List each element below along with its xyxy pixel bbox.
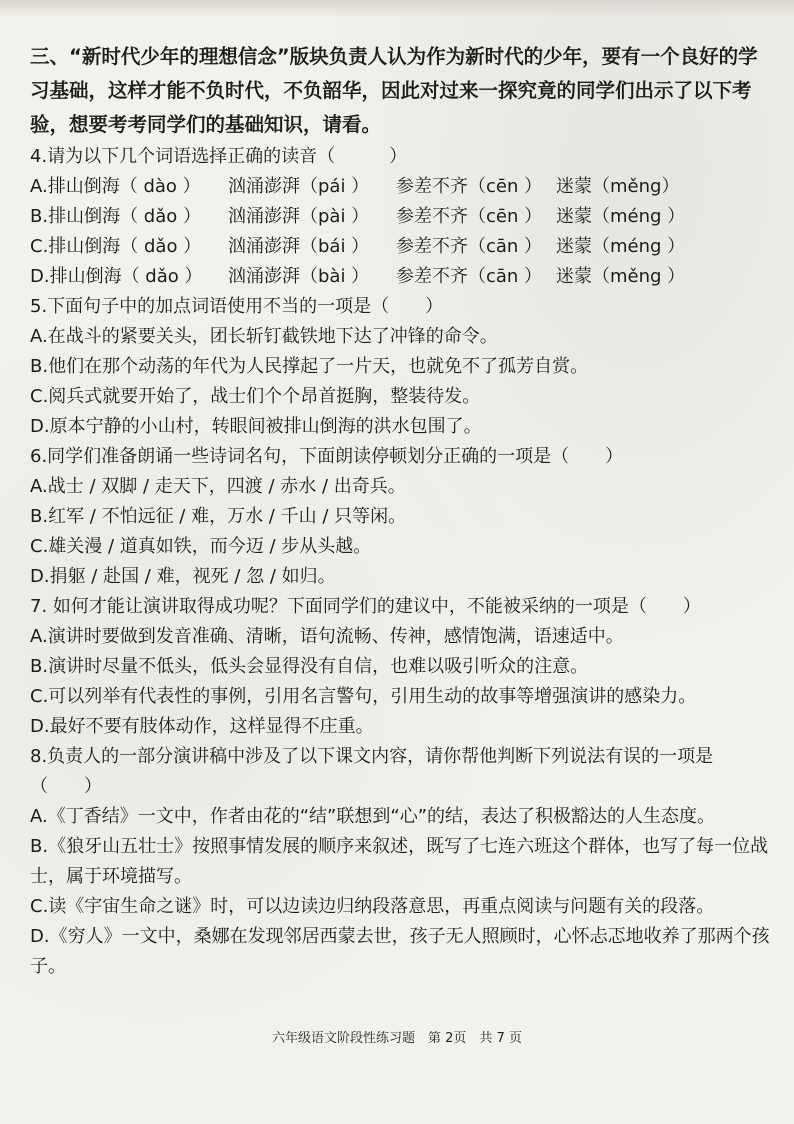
question-5-stem: 5.下面句子中的加点词语使用不当的一项是（ ） bbox=[30, 296, 444, 317]
question-5-option-c: C.阅兵式就要开始了，战士们个个昂首挺胸，整装待发。 bbox=[30, 386, 481, 407]
question-8-option-a: A.《丁香结》一文中，作者由花的“结”联想到“心”的结，表达了积极豁达的人生态度。 bbox=[30, 806, 716, 827]
option-d-part-1: D.排山倒海（ dǎo ） bbox=[30, 266, 203, 287]
option-a-part-2: 汹涌澎湃（pái ） bbox=[228, 176, 370, 197]
option-b-part-3: 参差不齐（cēn ） bbox=[396, 206, 543, 227]
question-6-option-d: D.捐躯 / 赴国 / 难，视死 / 忽 / 如归。 bbox=[30, 566, 336, 587]
option-c-part-3: 参差不齐（cān ） bbox=[396, 236, 543, 257]
question-4-stem: 4.请为以下几个词语选择正确的读音（ ） bbox=[30, 146, 408, 167]
option-b-part-4: 迷蒙（méng ） bbox=[556, 206, 686, 227]
question-4-option-b bbox=[30, 202, 770, 232]
question-6-option-b: B.红军 / 不怕远征 / 难，万水 / 千山 / 只等闲。 bbox=[30, 506, 407, 527]
question-8-stem: 8.负责人的一部分演讲稿中涉及了以下课文内容，请你帮他判断下列说法有误的一项是（ ） bbox=[30, 746, 714, 797]
question-7-option-c: C.可以列举有代表性的事例，引用名言警句，引用生动的故事等增强演讲的感染力。 bbox=[30, 686, 697, 707]
question-7-option-d: D.最好不要有肢体动作，这样显得不庄重。 bbox=[30, 716, 374, 737]
option-d-part-3: 参差不齐（cān ） bbox=[396, 266, 543, 287]
option-a-part-3: 参差不齐（cēn ） bbox=[396, 176, 543, 197]
option-a-part-4: 迷蒙（měng） bbox=[556, 176, 680, 197]
option-d-part-4: 迷蒙（měng ） bbox=[556, 266, 686, 287]
section-heading: 三、“新时代少年的理想信念”版块负责人认为作为新时代的少年，要有一个良好的学习基础，这样才能不负时代，不负韶华，因此对过来一探究竟的同学们出示了以下考验，想要考考同学们的基础知识，请看。 bbox=[30, 45, 758, 136]
page-footer: 六年级语文阶段性练习题 第 2页 共 7 页 bbox=[272, 1031, 522, 1046]
question-7-option-a: A.演讲时要做到发音准确、清晰，语句流畅、传神，感情饱满，语速适中。 bbox=[30, 626, 624, 647]
option-c-part-4: 迷蒙（méng ） bbox=[556, 236, 686, 257]
question-7-option-b: B.演讲时尽量不低头，低头会显得没有自信，也难以吸引听众的注意。 bbox=[30, 656, 589, 677]
option-c-part-2: 汹涌澎湃（bái ） bbox=[228, 236, 370, 257]
question-4-option-d bbox=[30, 262, 770, 292]
option-a-part-1: A.排山倒海（ dào ） bbox=[30, 176, 201, 197]
option-b-part-1: B.排山倒海（ dǎo ） bbox=[30, 206, 201, 227]
option-d-part-2: 汹涌澎湃（bài ） bbox=[228, 266, 370, 287]
option-b-part-2: 汹涌澎湃（pài ） bbox=[228, 206, 370, 227]
question-8-option-c: C.读《宇宙生命之谜》时，可以边读边归纳段落意思，再重点阅读与问题有关的段落。 bbox=[30, 896, 715, 917]
question-6-option-a: A.战士 / 双脚 / 走天下，四渡 / 赤水 / 出奇兵。 bbox=[30, 476, 406, 497]
question-6-option-c: C.雄关漫 / 道真如铁，而今迈 / 步从头越。 bbox=[30, 536, 372, 557]
question-5-option-a: A.在战斗的紧要关头，团长斩钉截铁地下达了冲锋的命令。 bbox=[30, 326, 498, 347]
question-8-option-d: D.《穷人》一文中，桑娜在发现邻居西蒙去世，孩子无人照顾时，心怀忐忑地收养了那两个孩子。 bbox=[30, 926, 770, 977]
question-6-stem: 6.同学们准备朗诵一些诗词名句，下面朗读停顿划分正确的一项是（ ） bbox=[30, 446, 624, 467]
question-8-option-b: B.《狼牙山五壮士》按照事情发展的顺序来叙述，既写了七连六班这个群体，也写了每一位战士，属于环境描写。 bbox=[30, 836, 769, 887]
question-4-option-c bbox=[30, 232, 770, 262]
scan-edge bbox=[0, 0, 794, 18]
exam-content bbox=[30, 40, 770, 982]
question-5-option-d: D.原本宁静的小山村，转眼间被排山倒海的洪水包围了。 bbox=[30, 416, 482, 437]
question-7-stem: 7. 如何才能让演讲取得成功呢？下面同学们的建议中，不能被采纳的一项是（ ） bbox=[30, 596, 701, 617]
option-c-part-1: C.排山倒海（ dǎo ） bbox=[30, 236, 202, 257]
question-4-option-a bbox=[30, 172, 770, 202]
question-5-option-b: B.他们在那个动荡的年代为人民撑起了一片天，也就免不了孤芳自赏。 bbox=[30, 356, 589, 377]
